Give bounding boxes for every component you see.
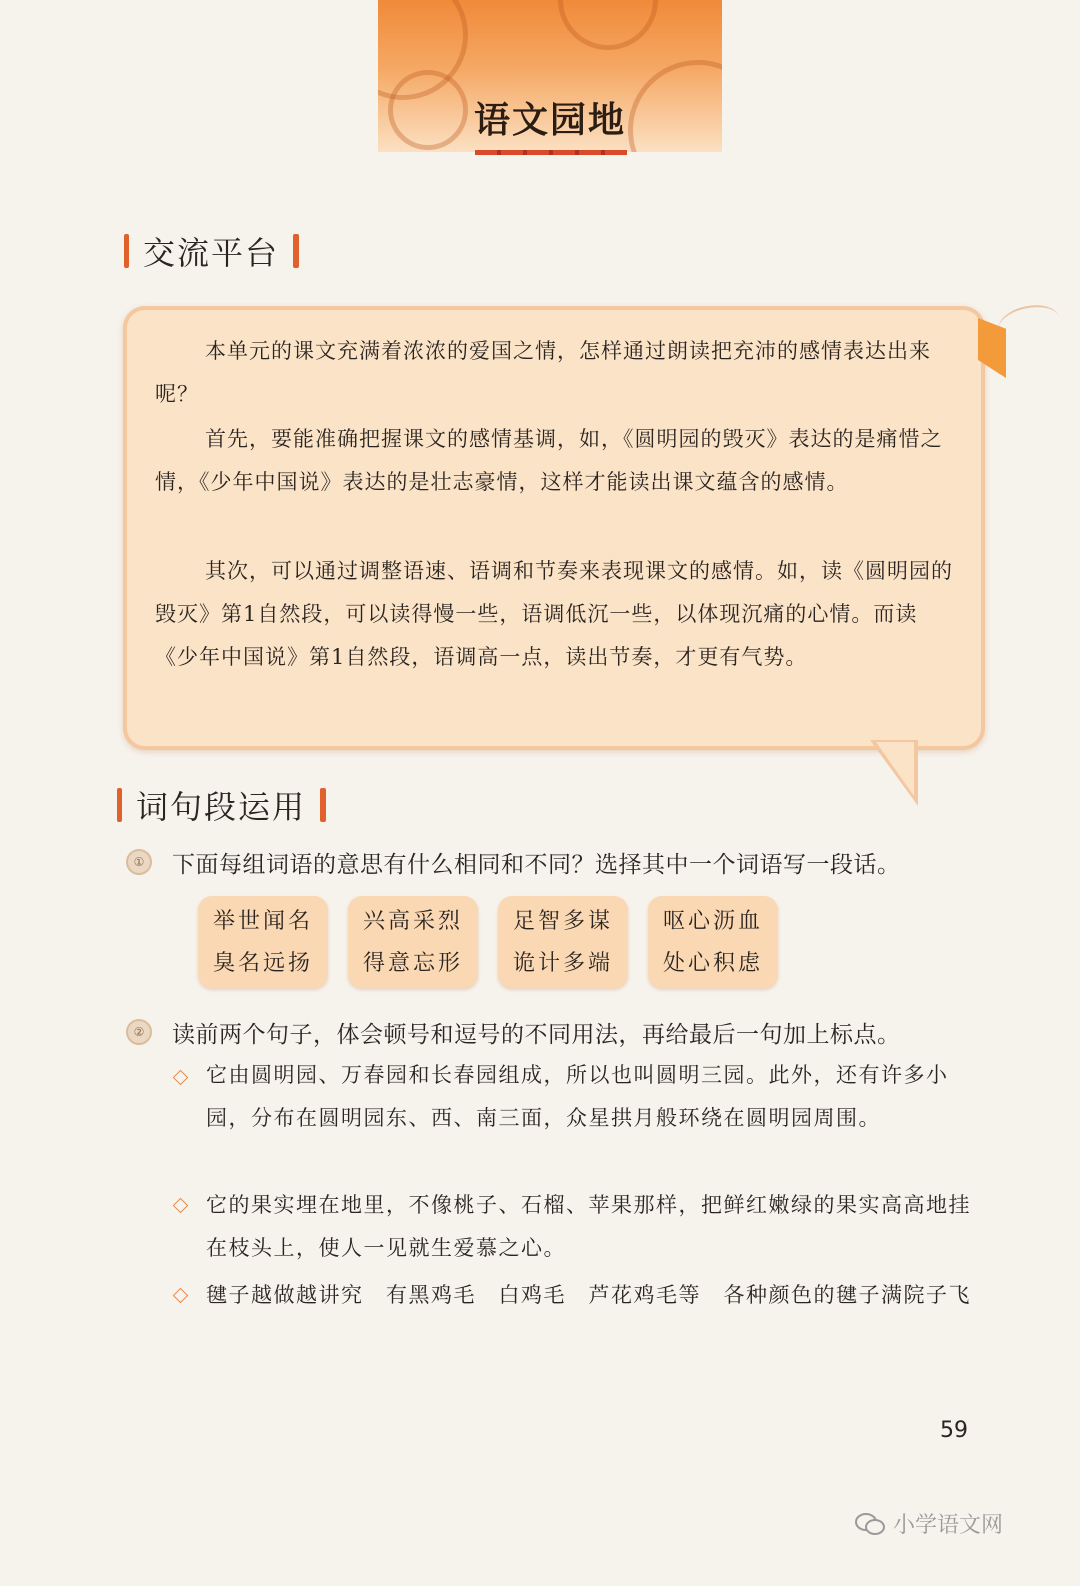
word: 举世闻名 bbox=[212, 909, 313, 934]
example-sentence: 它的果实埋在地里，不像桃子、石榴、苹果那样，把鲜红嫩绿的果实高高地挂在枝头上，使人一见就生爱慕之心。 bbox=[206, 1193, 971, 1260]
example-sentence: 它由圆明园、万春园和长春园组成，所以也叫圆明三园。此外，还有许多小园，分布在圆明园东、西、南三面，众星拱月般环绕在圆明园周围。 bbox=[206, 1063, 949, 1130]
exercise-instruction: 读前两个句子，体会顿号和逗号的不同用法，再给最后一句加上标点。 bbox=[172, 1022, 901, 1048]
chat-bubble-icon bbox=[855, 1512, 885, 1536]
discussion-paragraph: 首先，要能准确把握课文的感情基调，如，《圆明园的毁灭》表达的是痛惜之情，《少年中国说》表达的是壮志豪情，这样才能读出课文蕴含的感情。 bbox=[155, 427, 943, 494]
section-heading-usage bbox=[117, 782, 326, 828]
heading-bar-left bbox=[117, 788, 122, 822]
section-title: 交流平台 bbox=[143, 234, 280, 272]
word: 兴高采烈 bbox=[362, 909, 463, 934]
watermark-text: 小学语文网 bbox=[893, 1513, 1004, 1538]
heading-bar-right bbox=[293, 234, 299, 268]
word: 诡计多端 bbox=[512, 951, 613, 976]
bubble-tail-inner bbox=[876, 742, 914, 796]
diamond-bullet-icon bbox=[173, 1288, 189, 1304]
word: 臭名远扬 bbox=[212, 951, 313, 976]
word: 呕心沥血 bbox=[662, 909, 763, 934]
exercise-number-icon: ② bbox=[126, 1019, 152, 1045]
diamond-bullet-icon bbox=[173, 1198, 189, 1214]
page-title: 语文园地 bbox=[473, 100, 626, 141]
example-sentence: 毽子越做越讲究 有黑鸡毛 白鸡毛 芦花鸡毛等 各种颜色的毽子满院子飞 bbox=[206, 1283, 971, 1307]
section-title: 词句段运用 bbox=[136, 788, 307, 826]
diamond-bullet-icon bbox=[173, 1070, 189, 1086]
heading-bar-right bbox=[320, 788, 326, 822]
word-group-card bbox=[348, 896, 478, 988]
word: 得意忘形 bbox=[362, 951, 463, 976]
header-banner bbox=[378, 0, 722, 152]
word-group-card bbox=[648, 896, 778, 988]
word: 处心积虑 bbox=[662, 951, 763, 976]
heading-bar-left bbox=[124, 234, 129, 268]
page-number: 59 bbox=[940, 1418, 968, 1443]
watermark bbox=[855, 1508, 1003, 1539]
exercise-instruction: 下面每组词语的意思有什么相同和不同？选择其中一个词语写一段话。 bbox=[172, 852, 901, 878]
section-heading-exchange bbox=[124, 228, 299, 274]
word-group-card bbox=[498, 896, 628, 988]
exercise-number-icon: ① bbox=[126, 849, 152, 875]
word: 足智多谋 bbox=[512, 909, 613, 934]
discussion-paragraph: 本单元的课文充满着浓浓的爱国之情，怎样通过朗读把充沛的感情表达出来呢？ bbox=[155, 339, 931, 406]
discussion-paragraph: 其次，可以通过调整语速、语调和节奏来表现课文的感情。如，读《圆明园的毁灭》第1自然段，可以读得慢一些，语调低沉一些，以体现沉痛的心情。而读《少年中国说》第1自然段，语调高一点，读出节奏，才更有气势。 bbox=[155, 559, 953, 669]
title-underline bbox=[475, 150, 627, 155]
word-group-card bbox=[198, 896, 328, 988]
